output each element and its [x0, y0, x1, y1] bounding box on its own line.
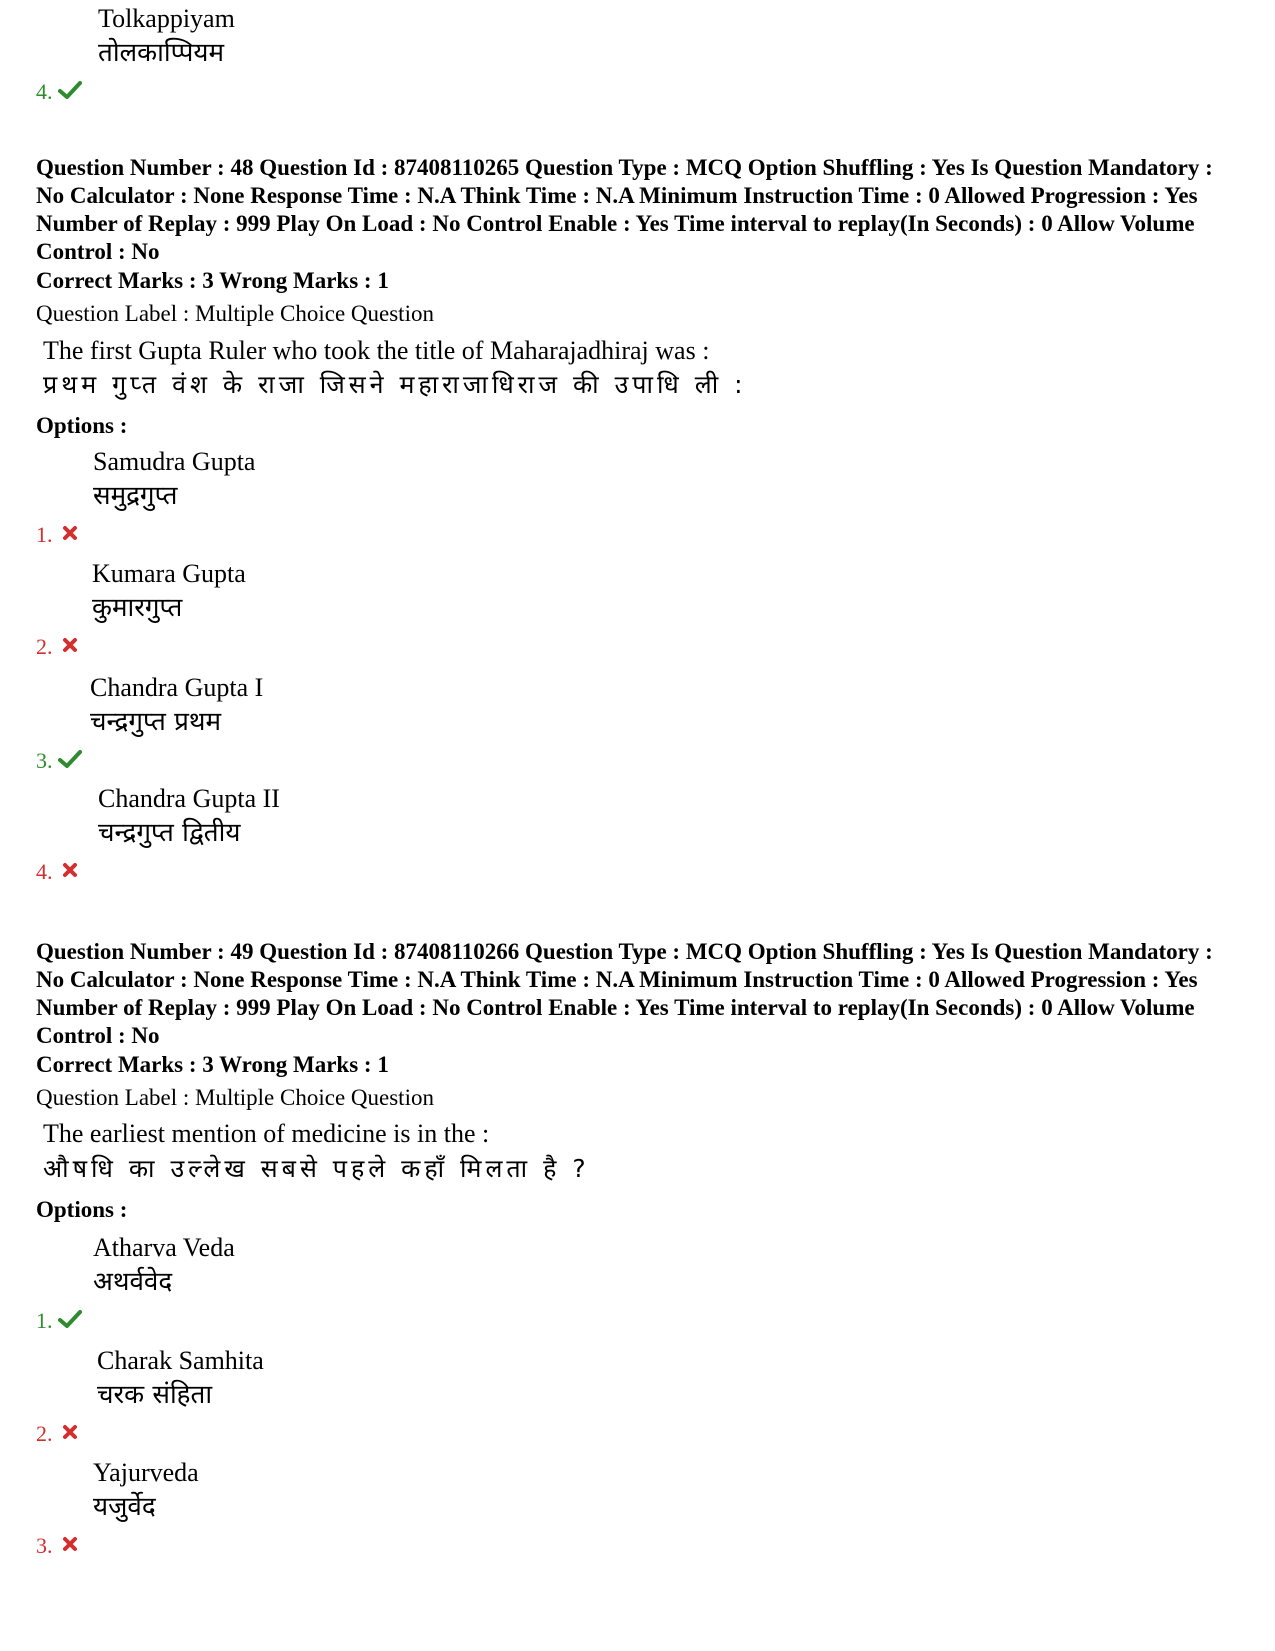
option-number: 3.	[36, 1533, 53, 1558]
option-text-hi: यजुर्वेद	[93, 1492, 156, 1522]
option-number: 4.	[36, 79, 53, 104]
option-text-hi: चन्द्रगुप्त द्वितीय	[98, 818, 241, 848]
option-text-hi: कुमारगुप्त	[92, 593, 183, 623]
question-text-en: The earliest mention of medicine is in the :	[43, 1119, 490, 1148]
option-text-en: Samudra Gupta	[93, 447, 256, 476]
option-text-hi: चन्द्रगुप्त प्रथम	[90, 707, 222, 737]
option-2	[36, 559, 436, 659]
option-text-en: Yajurveda	[93, 1458, 199, 1487]
option-text-hi: चरक संहिता	[97, 1380, 213, 1410]
question-meta: Question Number : 49 Question Id : 87408110266 Question Type : MCQ Option Shuffling : Yes Is Question Mandatory : No Calculator : None Response Time : N.A Think Time : N.A Minimum Instruction Time : 0 Allowed Progression : Yes Number of Replay : 999 Play On Load : No Control Enable : Yes Time interval to replay(In Seconds) : 0 Allow Volume Control : No	[36, 939, 1213, 1048]
option-number: 1.	[36, 522, 53, 547]
check-icon	[58, 1309, 82, 1329]
option-number: 3.	[36, 748, 53, 773]
question-text-hi: प्रथम गुप्त वंश के राजा जिसने महाराजाधिराज की उपाधि ली :	[43, 370, 747, 399]
option-number: 1.	[36, 1308, 53, 1333]
option-1	[36, 447, 436, 547]
question-text-en: The first Gupta Ruler who took the title of Maharajadhiraj was :	[43, 336, 710, 365]
option-text-en: Atharva Veda	[93, 1233, 235, 1262]
option-text-hi: तोलकाप्पियम	[98, 38, 225, 68]
prev-option-4	[36, 4, 436, 104]
option-3	[36, 1458, 436, 1558]
option-text-en: Charak Samhita	[97, 1346, 264, 1375]
question-marks: Correct Marks : 3 Wrong Marks : 1	[36, 1052, 389, 1077]
option-text-en: Chandra Gupta I	[90, 673, 264, 702]
question-label: Question Label : Multiple Choice Question	[36, 1085, 434, 1110]
options-heading: Options :	[36, 413, 128, 438]
check-icon	[58, 80, 82, 100]
cross-icon	[58, 1422, 82, 1442]
cross-icon	[58, 860, 82, 880]
option-3	[36, 673, 436, 773]
cross-icon	[58, 523, 82, 543]
option-number: 2.	[36, 634, 53, 659]
option-text-hi: अथर्ववेद	[93, 1267, 173, 1297]
option-text-en: Tolkappiyam	[98, 4, 235, 33]
options-heading: Options :	[36, 1197, 128, 1222]
option-2	[36, 1346, 436, 1446]
question-text-hi: औषधि का उल्लेख सबसे पहले कहाँ मिलता है ?	[43, 1154, 590, 1183]
option-text-hi: समुद्रगुप्त	[93, 481, 178, 511]
cross-icon	[58, 1534, 82, 1554]
cross-icon	[58, 635, 82, 655]
option-1	[36, 1233, 436, 1333]
option-4	[36, 784, 436, 884]
option-text-en: Kumara Gupta	[92, 559, 246, 588]
option-text-en: Chandra Gupta II	[98, 784, 280, 813]
question-meta: Question Number : 48 Question Id : 87408110265 Question Type : MCQ Option Shuffling : Yes Is Question Mandatory : No Calculator : None Response Time : N.A Think Time : N.A Minimum Instruction Time : 0 Allowed Progression : Yes Number of Replay : 999 Play On Load : No Control Enable : Yes Time interval to replay(In Seconds) : 0 Allow Volume Control : No	[36, 155, 1213, 264]
question-label: Question Label : Multiple Choice Question	[36, 301, 434, 326]
question-marks: Correct Marks : 3 Wrong Marks : 1	[36, 268, 389, 293]
option-number: 4.	[36, 859, 53, 884]
check-icon	[58, 749, 82, 769]
option-number: 2.	[36, 1421, 53, 1446]
